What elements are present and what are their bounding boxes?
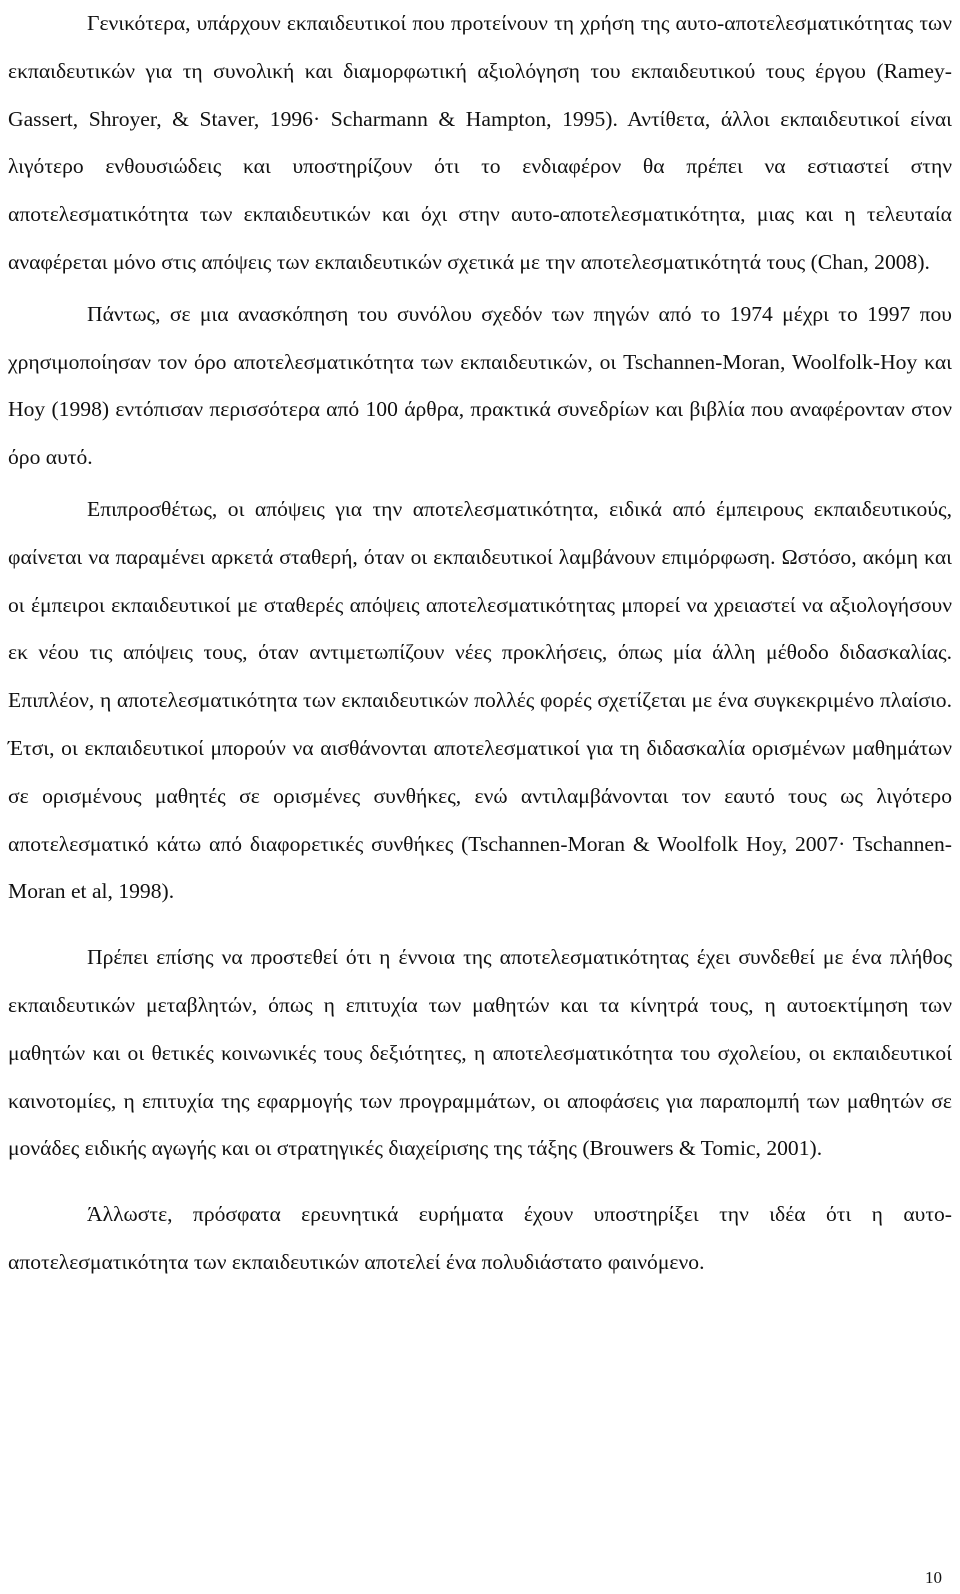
paragraph-3: Επιπροσθέτως, οι απόψεις για την αποτελεσματικότητα, ειδικά από έμπειρους εκπαιδευτικούς, φαίνεται να παραμένει αρκετά σταθερή, όταν οι εκπαιδευτικοί λαμβάνουν επιμόρφωση. Ωστόσο, ακόμη και οι έμπειροι εκπαιδευτικοί με σταθερές απόψεις αποτελεσματικότητας μπορεί να χρειαστεί να αξιολογήσουν εκ νέου τις απόψεις τους, όταν αντιμετωπίζουν νέες προκλήσεις, όπως μία άλλη μέθοδο διδασκαλίας. Επιπλέον, η αποτελεσματικότητα των εκπαιδευτικών πολλές φορές σχετίζεται με ένα συγκεκριμένο πλαίσιο. Έτσι, οι εκπαιδευτικοί μπορούν να αισθάνονται αποτελεσματικοί για τη διδασκαλία ορισμένων μαθημάτων σε ορισμένους μαθητές σε ορισμένες συνθήκες, ενώ αντιλαμβάνονται τον εαυτό τους ως λιγότερο αποτελεσματικό κάτω από διαφορετικές συνθήκες (Tschannen-Moran & Woolfolk Hoy, 2007· Tschannen-Moran et al, 1998). xyxy=(8,496,952,904)
page-number: 10 xyxy=(925,1568,942,1587)
document-page xyxy=(8,0,952,1287)
paragraph-4: Πρέπει επίσης να προστεθεί ότι η έννοια της αποτελεσματικότητας έχει συνδεθεί με ένα πλήθος εκπαιδευτικών μεταβλητών, όπως η επιτυχία των μαθητών και τα κίνητρά τους, η αυτοεκτίμηση των μαθητών και οι θετικές κοινωνικές τους δεξιότητες, η αποτελεσματικότητα του σχολείου, οι εκπαιδευτικοί καινοτομίες, η επιτυχία της εφαρμογής των προγραμμάτων, οι αποφάσεις για παραπομπή των μαθητών σε μονάδες ειδικής αγωγής και οι στρατηγικές διαχείρισης της τάξης (Brouwers & Tomic, 2001). xyxy=(8,945,952,1161)
paragraph-2: Πάντως, σε μια ανασκόπηση του συνόλου σχεδόν των πηγών από το 1974 μέχρι το 1997 που χρησιμοποίησαν τον όρο αποτελεσματικότητα των εκπαιδευτικών, οι Tschannen-Moran, Woolfolk-Hoy και Hoy (1998) εντόπισαν περισσότερα από 100 άρθρα, πρακτικά συνεδρίων και βιβλία που αναφέρονταν στον όρο αυτό. xyxy=(8,301,952,470)
paragraph-5: Άλλωστε, πρόσφατα ερευνητικά ευρήματα έχουν υποστηρίξει την ιδέα ότι η αυτο-αποτελεσματικότητα των εκπαιδευτικών αποτελεί ένα πολυδιάστατο φαινόμενο. xyxy=(8,1202,952,1274)
paragraph-1: Γενικότερα, υπάρχουν εκπαιδευτικοί που προτείνουν τη χρήση της αυτο-αποτελεσματικότητας των εκπαιδευτικών για τη συνολική και διαμορφωτική αξιολόγηση του εκπαιδευτικού τους έργου (Ramey-Gassert, Shroyer, & Staver, 1996· Scharmann & Hampton, 1995). Αντίθετα, άλλοι εκπαιδευτικοί είναι λιγότερο ενθουσιώδεις και υποστηρίζουν ότι το ενδιαφέρον θα πρέπει να εστιαστεί στην αποτελεσματικότητα των εκπαιδευτικών και όχι στην αυτο-αποτελεσματικότητα, μιας και η τελευταία αναφέρεται μόνο στις απόψεις των εκπαιδευτικών σχετικά με την αποτελεσματικότητά τους (Chan, 2008). xyxy=(8,11,952,274)
